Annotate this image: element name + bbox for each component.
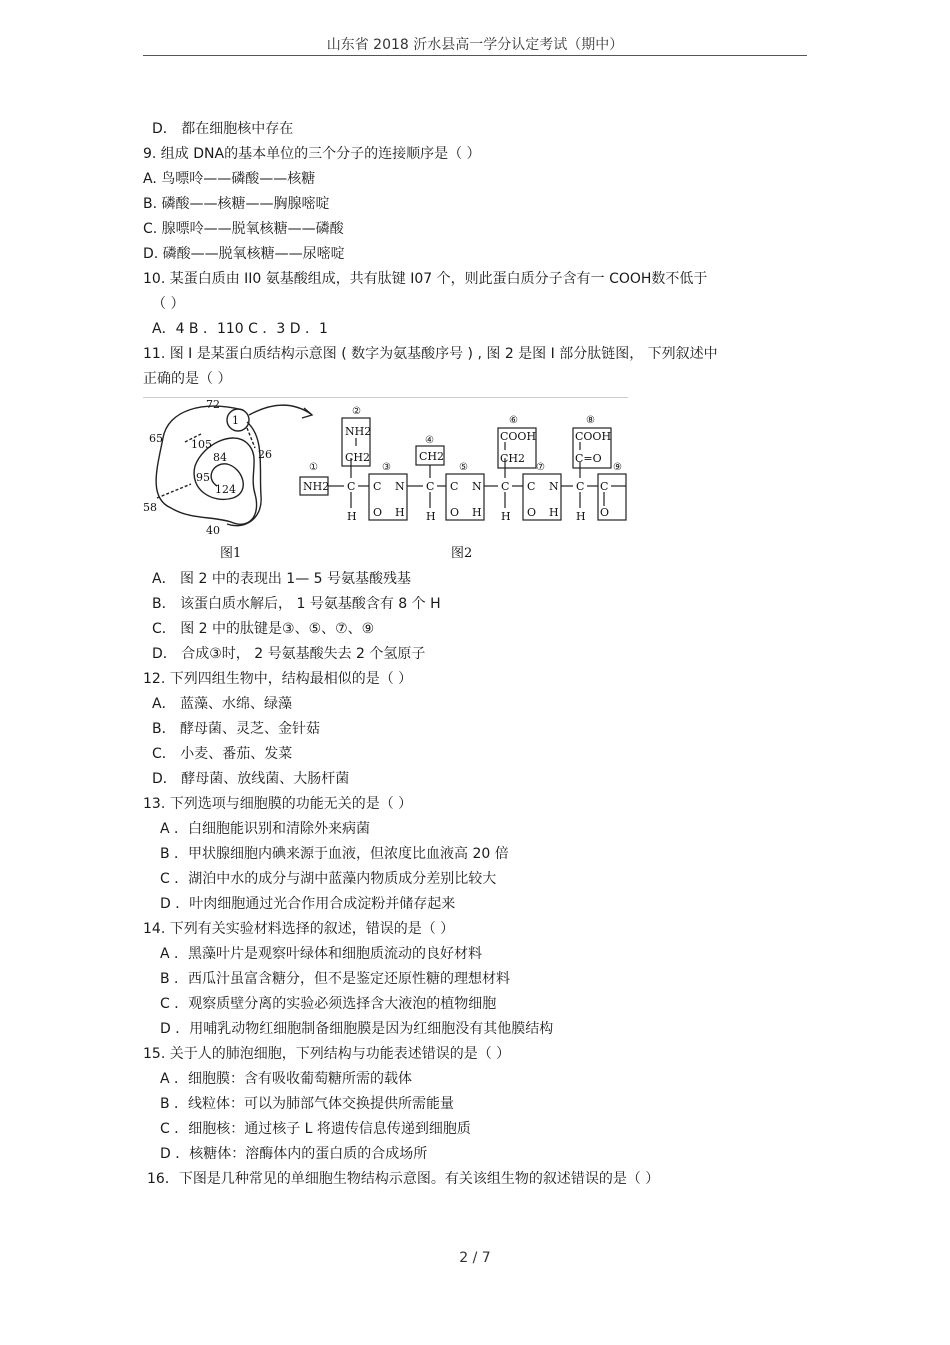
atom-label: O	[450, 506, 460, 519]
group-label: COOH	[500, 430, 537, 443]
atom-label: C	[426, 480, 435, 493]
atom-label: C	[501, 480, 510, 493]
atom-label: H	[501, 510, 511, 523]
atom-label: H	[576, 510, 586, 523]
option-line: C ．湖泊中水的成分与湖中蓝藻内物质成分差别比较大	[160, 871, 497, 887]
fig1-label: 1	[232, 414, 239, 427]
group-label: CH2	[419, 450, 445, 463]
fig1-label: 65	[149, 432, 163, 445]
atom-label: H	[426, 510, 436, 523]
option-line: A． 蓝藻、水绵、绿藻	[152, 696, 293, 712]
circled-number: ⑤	[459, 462, 468, 473]
atom-label: C	[347, 480, 356, 493]
fig1-label: 95	[196, 471, 210, 484]
option-line: A ．细胞膜：含有吸收葡萄糖所需的载体	[160, 1071, 413, 1087]
circled-number: ④	[425, 435, 434, 446]
atom-label: C	[373, 480, 382, 493]
atom-label: H	[549, 506, 559, 519]
atom-label: O	[600, 506, 610, 519]
atom-label: C	[450, 480, 459, 493]
question-13: 13. 下列选项与细胞膜的功能无关的是（ ）	[143, 796, 413, 812]
option-line: B． 酵母菌、灵芝、金针菇	[152, 721, 321, 737]
question-12: 12. 下列四组生物中，结构最相似的是（ ）	[143, 671, 413, 687]
page-header-title: 山东省 2018 沂水县高一学分认定考试（期中）	[326, 37, 624, 53]
fig1-label: 105	[191, 438, 212, 451]
fig1-label: 124	[215, 483, 236, 496]
atom-label: N	[549, 480, 559, 493]
option-line: A ．白细胞能识别和清除外来病菌	[160, 821, 371, 837]
group-label: COOH	[575, 430, 612, 443]
option-line: B ．线粒体：可以为肺部气体交换提供所需能量	[160, 1096, 455, 1112]
atom-label: H	[347, 510, 357, 523]
option-line: A． 图 2 中的表现出 1— 5 号氨基酸残基	[152, 571, 411, 587]
figure-2-labels	[303, 406, 622, 560]
circled-number: ⑥	[509, 415, 518, 426]
group-label: NH2	[345, 425, 372, 438]
atom-label: H	[395, 506, 405, 519]
atom-label: O	[373, 506, 383, 519]
option-line: D． 酵母菌、放线菌、大肠杆菌	[152, 771, 350, 787]
option-line: A．4 B ．110 C ．3 D ．1	[152, 321, 328, 337]
option-line: D． 合成③时， 2 号氨基酸失去 2 个氢原子	[152, 646, 426, 662]
option-line: C ．观察质壁分离的实验必须选择含大液泡的植物细胞	[160, 996, 497, 1012]
option-line: D ．用哺乳动物红细胞制备细胞膜是因为红细胞没有其他膜结构	[160, 1021, 554, 1037]
question-16: 16．下图是几种常见的单细胞生物结构示意图。有关该组生物的叙述错误的是（ ）	[147, 1171, 660, 1187]
circled-number: ③	[382, 462, 391, 473]
header-divider	[143, 55, 807, 56]
option-line: C． 小麦、番茄、发菜	[152, 746, 293, 762]
fig1-label: 40	[206, 524, 220, 537]
page-number: 2 / 7	[459, 1250, 491, 1266]
atom-label: N	[472, 480, 482, 493]
option-line: C. 腺嘌呤——脱氧核糖——磷酸	[143, 221, 344, 237]
option-line: B ．甲状腺细胞内碘来源于血液，但浓度比血液高 20 倍	[160, 846, 509, 862]
circled-number: ⑧	[586, 415, 595, 426]
group-label: NH2	[303, 480, 330, 493]
group-label: CH2	[345, 451, 371, 464]
atom-label: C	[527, 480, 536, 493]
question-15: 15. 关于人的肺泡细胞，下列结构与功能表述错误的是（ ）	[143, 1046, 511, 1062]
question-9: 9. 组成 DNA的基本单位的三个分子的连接顺序是（ ）	[143, 146, 481, 162]
question-14: 14. 下列有关实验材料选择的叙述，错误的是（ ）	[143, 921, 455, 937]
fig1-caption: 图1	[220, 546, 242, 560]
option-line: C ．细胞核：通过核子 L 将遗传信息传递到细胞质	[160, 1121, 471, 1137]
circled-number: ⑨	[613, 462, 622, 473]
circled-number: ⑦	[536, 462, 545, 473]
option-line: D. 磷酸——脱氧核糖——尿嘧啶	[143, 246, 345, 262]
option-line: A. 鸟嘌呤——磷酸——核糖	[143, 171, 316, 187]
option-line: B ．西瓜汁虽富含糖分，但不是鉴定还原性糖的理想材料	[160, 971, 511, 987]
text-line: 正确的是（ ）	[143, 371, 232, 387]
fig1-label: 84	[213, 451, 227, 464]
option-line: D ．核糖体：溶酶体内的蛋白质的合成场所	[160, 1146, 428, 1162]
question-10: 10. 某蛋白质由 II0 氨基酸组成，共有肽键 I07 个，则此蛋白质分子含有一 COOH数不低于	[143, 271, 708, 287]
text-line: D． 都在细胞核中存在	[152, 121, 294, 137]
circled-number: ①	[309, 462, 318, 473]
circled-number: ②	[352, 406, 361, 417]
atom-label: O	[527, 506, 537, 519]
option-line: B. 磷酸——核糖——胸腺嘧啶	[143, 196, 330, 212]
text-line: （ ）	[152, 296, 185, 312]
fig1-label: 58	[143, 501, 157, 514]
atom-label: C	[576, 480, 585, 493]
atom-label: N	[395, 480, 405, 493]
option-line: C． 图 2 中的肽键是③、⑤、⑦、⑨	[152, 621, 375, 637]
option-line: D ．叶肉细胞通过光合作用合成淀粉并储存起来	[160, 896, 456, 912]
atom-label: H	[472, 506, 482, 519]
fig1-label: 72	[206, 398, 220, 411]
atom-label: C	[600, 480, 609, 493]
protein-structure-figure	[143, 397, 628, 561]
group-label: CH2	[500, 452, 526, 465]
option-line: B． 该蛋白质水解后， 1 号氨基酸含有 8 个 H	[152, 596, 441, 612]
fig2-caption: 图2	[451, 546, 473, 560]
fig1-label: 26	[258, 448, 272, 461]
question-11: 11. 图 I 是某蛋白质结构示意图 ( 数字为氨基酸序号 ) , 图 2 是图 I 部分肽链图， 下列叙述中	[143, 346, 718, 362]
group-label: C=O	[575, 452, 602, 465]
option-line: A ．黑藻叶片是观察叶绿体和细胞质流动的良好材料	[160, 946, 483, 962]
